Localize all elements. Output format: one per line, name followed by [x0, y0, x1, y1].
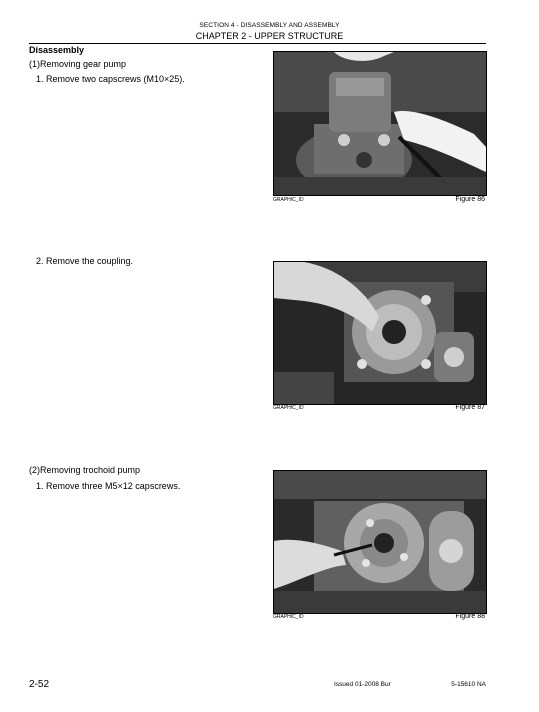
header-divider	[29, 43, 486, 44]
issue-date: Issued 01-2008 Bur	[334, 681, 391, 688]
page-number: 2-52	[29, 679, 50, 690]
figure-88-graphic-id: GRAPHIC_ID	[273, 614, 304, 620]
document-number: 5-15610 NA	[451, 681, 486, 688]
trochoid-pump-heading: (2)Removing trochoid pump	[29, 465, 141, 475]
trochoid-pump-step-1: 1. Remove three M5×12 capscrews.	[36, 481, 181, 491]
gear-pump-heading: (1)Removing gear pump	[29, 59, 127, 69]
figure-88-photo	[273, 470, 487, 614]
figure-86-photo	[273, 51, 487, 196]
figure-87-photo	[273, 261, 487, 405]
figure-86-graphic-id: GRAPHIC_ID	[273, 197, 304, 203]
gear-pump-step-1: 1. Remove two capscrews (M10×25).	[36, 74, 185, 84]
figure-87-label: Figure 87	[455, 404, 485, 411]
figure-88-label: Figure 88	[455, 613, 485, 620]
figure-87-graphic-id: GRAPHIC_ID	[273, 405, 304, 411]
chapter-title: CHAPTER 2 - UPPER STRUCTURE	[195, 31, 344, 41]
figure-86-label: Figure 86	[455, 196, 485, 203]
section-title: SECTION 4 - DISASSEMBLY AND ASSEMBLY	[199, 22, 340, 29]
disassembly-heading: Disassembly	[29, 45, 85, 55]
gear-pump-step-2: 2. Remove the coupling.	[36, 256, 134, 266]
